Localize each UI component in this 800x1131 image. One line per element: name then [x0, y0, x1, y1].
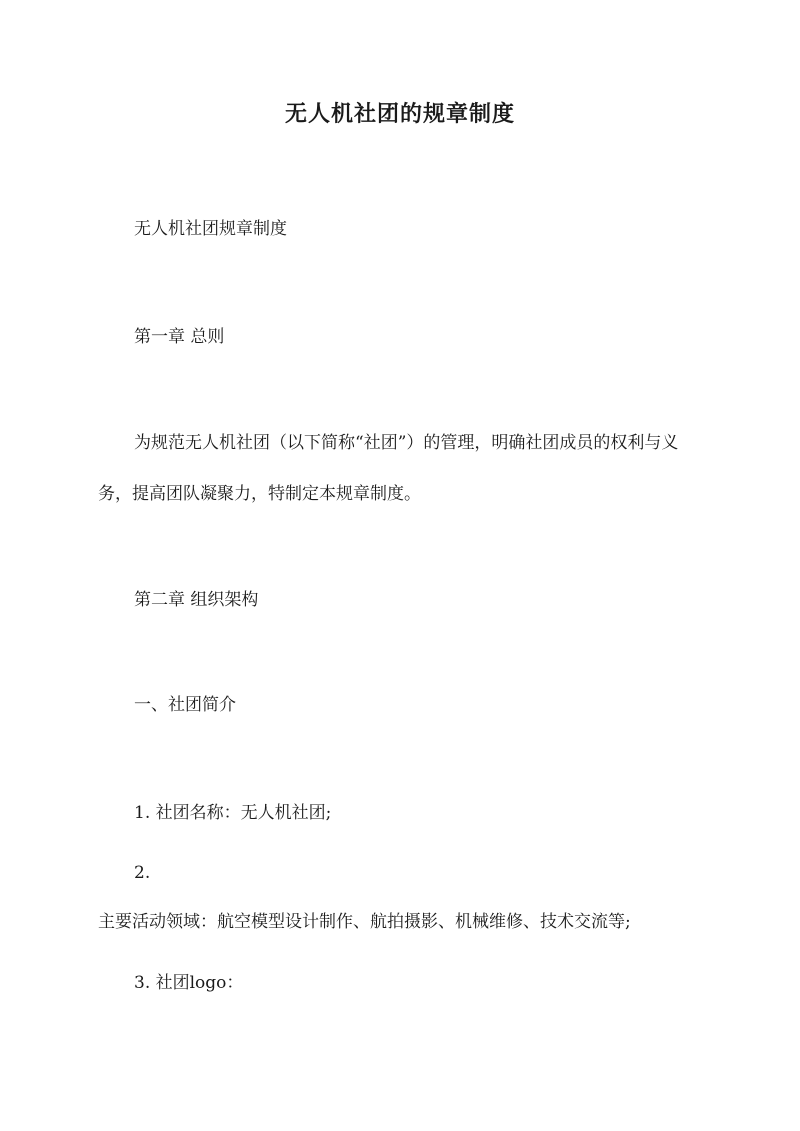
chapter-2-heading: 第二章 组织架构 — [134, 590, 259, 610]
document-subtitle: 无人机社团规章制度 — [134, 219, 287, 239]
list-item-2-number: 2. — [134, 863, 151, 883]
list-item-3: 3. 社团logo： — [134, 973, 244, 993]
list-item-1: 1. 社团名称：无人机社团; — [134, 803, 332, 823]
chapter-1-heading: 第一章 总则 — [134, 327, 225, 347]
document-title: 无人机社团的规章制度 — [284, 101, 515, 127]
section-1-heading: 一、社团简介 — [134, 695, 236, 715]
chapter-1-paragraph: 为规范无人机社团（以下简称“社团”）的管理，明确社团成员的权利与义务，提高团队凝聚力，特制定本规章制度。 — [98, 433, 679, 504]
list-item-2-text: 主要活动领域：航空模型设计制作、航拍摄影、机械维修、技术交流等; — [98, 912, 631, 932]
